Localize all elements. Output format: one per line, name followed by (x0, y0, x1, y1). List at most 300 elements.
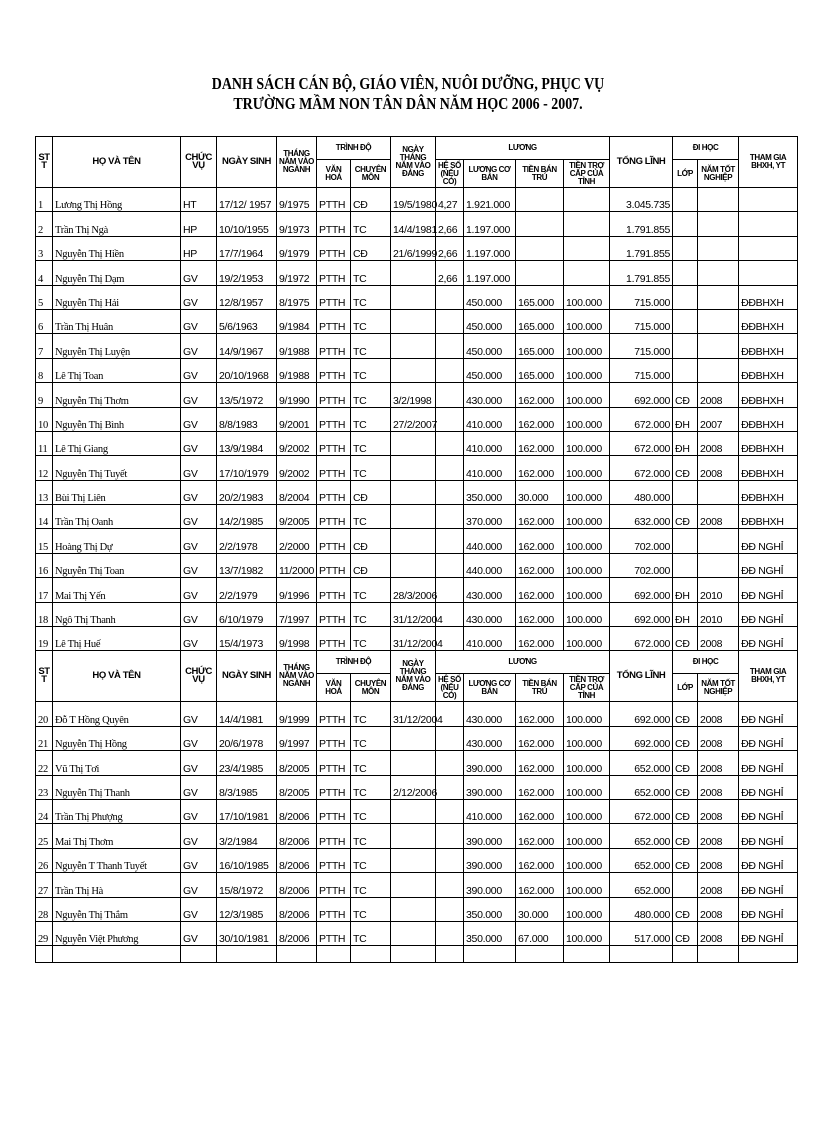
cell-stt: 7 (36, 334, 53, 358)
column-header-tong-linh: TỔNG LĨNH (610, 137, 673, 188)
cell-bhxh: ĐĐBHXH (739, 334, 798, 358)
cell-cv: GV (181, 897, 217, 921)
cell-ban-tru: 162.000 (516, 431, 564, 455)
table-row (36, 602, 798, 626)
column-header-ngay-sinh: NGÀY SINH (217, 137, 277, 188)
cell-co-ban: 430.000 (464, 383, 516, 407)
column-header-stt: ST T (36, 137, 53, 188)
cell-stt: 15 (36, 529, 53, 553)
cell-chuyen-mon: TC (351, 309, 391, 333)
cell-tong: 692.000 (610, 702, 673, 726)
cell-cv: GV (181, 921, 217, 945)
cell-chuyen-mon: TC (351, 848, 391, 872)
cell-chuyen-mon: TC (351, 431, 391, 455)
cell-tong: 632.000 (610, 505, 673, 529)
header-row (36, 651, 798, 674)
cell-dob: 17/10/1981 (217, 799, 277, 823)
column-header-tien-tro-cap: TIỀN TRỢ CẤP CỦA TỈNH (564, 160, 610, 188)
cell-chuyen-mon: TC (351, 505, 391, 529)
cell-cv: GV (181, 775, 217, 799)
cell-he-so (436, 848, 464, 872)
cell-co-ban: 440.000 (464, 553, 516, 577)
cell-vao-nganh: 8/2005 (277, 775, 317, 799)
cell-cv: GV (181, 627, 217, 651)
cell-tong: 672.000 (610, 456, 673, 480)
empty-cell (217, 946, 277, 963)
cell-chuyen-mon: CĐ (351, 553, 391, 577)
cell-van-hoa: PTTH (317, 261, 351, 285)
cell-vao-dang (391, 431, 436, 455)
cell-chuyen-mon: TC (351, 578, 391, 602)
cell-dob: 5/6/1963 (217, 309, 277, 333)
column-header-luong-co-ban: LƯƠNG CƠ BẢN (464, 674, 516, 702)
cell-dob: 23/4/1985 (217, 751, 277, 775)
table-row (36, 383, 798, 407)
cell-vao-nganh: 8/2006 (277, 873, 317, 897)
cell-nam-tn: 2008 (698, 897, 739, 921)
cell-bhxh: ĐĐ NGHỈ (739, 873, 798, 897)
cell-nam-tn: 2008 (698, 456, 739, 480)
cell-bhxh (739, 261, 798, 285)
cell-nam-tn: 2008 (698, 431, 739, 455)
cell-tro-cap: 100.000 (564, 602, 610, 626)
cell-bhxh: ĐĐ NGHỈ (739, 848, 798, 872)
cell-tong: 692.000 (610, 578, 673, 602)
cell-name: Nguyễn Thị Thơm (53, 383, 181, 407)
cell-cv: GV (181, 431, 217, 455)
cell-bhxh: ĐĐ NGHỈ (739, 578, 798, 602)
cell-stt: 23 (36, 775, 53, 799)
cell-nam-tn: 2008 (698, 873, 739, 897)
cell-nam-tn: 2007 (698, 407, 739, 431)
cell-ban-tru: 162.000 (516, 848, 564, 872)
cell-vao-dang (391, 799, 436, 823)
cell-stt: 18 (36, 602, 53, 626)
cell-ban-tru: 165.000 (516, 309, 564, 333)
cell-vao-nganh: 9/1997 (277, 726, 317, 750)
cell-chuyen-mon: CĐ (351, 480, 391, 504)
cell-he-so (436, 383, 464, 407)
cell-vao-nganh: 9/1996 (277, 578, 317, 602)
cell-stt: 29 (36, 921, 53, 945)
cell-tro-cap: 100.000 (564, 897, 610, 921)
cell-nam-tn: 2008 (698, 824, 739, 848)
cell-ban-tru: 165.000 (516, 334, 564, 358)
cell-cv: GV (181, 309, 217, 333)
cell-ban-tru: 162.000 (516, 553, 564, 577)
cell-vao-dang: 31/12/2004 (391, 627, 436, 651)
cell-co-ban: 350.000 (464, 480, 516, 504)
cell-bhxh: ĐĐ NGHỈ (739, 627, 798, 651)
cell-vao-nganh: 9/1972 (277, 261, 317, 285)
cell-lop (673, 212, 698, 236)
cell-lop: ĐH (673, 578, 698, 602)
cell-dob: 12/8/1957 (217, 285, 277, 309)
cell-he-so (436, 553, 464, 577)
cell-van-hoa: PTTH (317, 456, 351, 480)
cell-vao-dang (391, 726, 436, 750)
cell-tro-cap: 100.000 (564, 553, 610, 577)
cell-stt: 19 (36, 627, 53, 651)
cell-vao-nganh: 9/2001 (277, 407, 317, 431)
cell-chuyen-mon: TC (351, 383, 391, 407)
cell-name: Trần Thị Ngà (53, 212, 181, 236)
column-header-stt: ST T (36, 651, 53, 702)
table-row (36, 505, 798, 529)
cell-chuyen-mon: TC (351, 726, 391, 750)
cell-van-hoa: PTTH (317, 848, 351, 872)
cell-tro-cap: 100.000 (564, 578, 610, 602)
cell-van-hoa: PTTH (317, 309, 351, 333)
cell-vao-dang: 14/4/1981 (391, 212, 436, 236)
cell-dob: 14/4/1981 (217, 702, 277, 726)
empty-cell (53, 946, 181, 963)
cell-van-hoa: PTTH (317, 212, 351, 236)
cell-co-ban: 430.000 (464, 726, 516, 750)
cell-van-hoa: PTTH (317, 702, 351, 726)
cell-he-so (436, 529, 464, 553)
cell-stt: 2 (36, 212, 53, 236)
cell-name: Trần Thị Oanh (53, 505, 181, 529)
cell-co-ban: 450.000 (464, 285, 516, 309)
cell-cv: GV (181, 873, 217, 897)
cell-bhxh: ĐĐBHXH (739, 456, 798, 480)
cell-name: Nguyễn Thị Hồng (53, 726, 181, 750)
cell-lop: CĐ (673, 456, 698, 480)
cell-co-ban: 390.000 (464, 848, 516, 872)
cell-chuyen-mon: TC (351, 627, 391, 651)
table-row (36, 775, 798, 799)
cell-ban-tru: 162.000 (516, 873, 564, 897)
cell-vao-nganh: 8/1975 (277, 285, 317, 309)
cell-lop: CĐ (673, 383, 698, 407)
cell-lop: ĐH (673, 602, 698, 626)
empty-cell (464, 946, 516, 963)
table-row (36, 751, 798, 775)
column-header-he-so: HỆ SỐ (NẾU CÓ) (436, 674, 464, 702)
cell-stt: 9 (36, 383, 53, 407)
staff-table (35, 136, 798, 963)
empty-cell (739, 946, 798, 963)
table-row (36, 358, 798, 382)
cell-co-ban: 450.000 (464, 358, 516, 382)
cell-cv: GV (181, 383, 217, 407)
cell-lop (673, 309, 698, 333)
empty-cell (436, 946, 464, 963)
cell-name: Nguyễn Thị Bình (53, 407, 181, 431)
cell-tong: 517.000 (610, 921, 673, 945)
cell-van-hoa: PTTH (317, 602, 351, 626)
cell-bhxh: ĐĐ NGHỈ (739, 897, 798, 921)
cell-stt: 28 (36, 897, 53, 921)
cell-cv: GV (181, 553, 217, 577)
cell-ban-tru (516, 236, 564, 260)
cell-vao-nganh: 9/1990 (277, 383, 317, 407)
cell-dob: 8/3/1985 (217, 775, 277, 799)
cell-stt: 25 (36, 824, 53, 848)
empty-cell (673, 946, 698, 963)
empty-cell (351, 946, 391, 963)
cell-vao-dang: 3/2/1998 (391, 383, 436, 407)
cell-vao-dang (391, 358, 436, 382)
cell-van-hoa: PTTH (317, 578, 351, 602)
column-header-luong: LƯƠNG (436, 651, 610, 674)
cell-tro-cap: 100.000 (564, 456, 610, 480)
cell-chuyen-mon: TC (351, 358, 391, 382)
empty-cell (391, 946, 436, 963)
cell-lop (673, 188, 698, 212)
cell-ban-tru: 162.000 (516, 627, 564, 651)
header-row (36, 137, 798, 160)
column-header-tong-linh: TỔNG LĨNH (610, 651, 673, 702)
cell-cv: GV (181, 334, 217, 358)
cell-tong: 692.000 (610, 383, 673, 407)
cell-cv: GV (181, 602, 217, 626)
cell-stt: 24 (36, 799, 53, 823)
cell-he-so (436, 873, 464, 897)
cell-stt: 22 (36, 751, 53, 775)
cell-lop: CĐ (673, 897, 698, 921)
cell-vao-dang (391, 921, 436, 945)
cell-lop (673, 529, 698, 553)
cell-he-so (436, 309, 464, 333)
table-row (36, 188, 798, 212)
cell-stt: 14 (36, 505, 53, 529)
cell-bhxh: ĐĐ NGHỈ (739, 702, 798, 726)
cell-dob: 8/8/1983 (217, 407, 277, 431)
cell-tro-cap: 100.000 (564, 799, 610, 823)
table-row (36, 431, 798, 455)
cell-tro-cap: 100.000 (564, 285, 610, 309)
cell-lop (673, 261, 698, 285)
cell-cv: GV (181, 407, 217, 431)
cell-tro-cap: 100.000 (564, 824, 610, 848)
cell-lop: CĐ (673, 824, 698, 848)
cell-cv: GV (181, 285, 217, 309)
cell-name: Mai Thị Thơm (53, 824, 181, 848)
cell-tong: 652.000 (610, 775, 673, 799)
cell-tong: 1.791.855 (610, 261, 673, 285)
cell-vao-dang (391, 897, 436, 921)
table-row (36, 456, 798, 480)
cell-ban-tru (516, 261, 564, 285)
cell-cv: GV (181, 726, 217, 750)
cell-he-so (436, 775, 464, 799)
cell-stt: 4 (36, 261, 53, 285)
table-row (36, 726, 798, 750)
cell-vao-nganh: 9/2002 (277, 456, 317, 480)
cell-ban-tru: 162.000 (516, 529, 564, 553)
cell-tro-cap: 100.000 (564, 309, 610, 333)
column-header-trinh-do: TRÌNH ĐỘ (317, 651, 391, 674)
cell-stt: 13 (36, 480, 53, 504)
cell-name: Trần Thị Huân (53, 309, 181, 333)
cell-van-hoa: PTTH (317, 358, 351, 382)
cell-lop (673, 334, 698, 358)
cell-nam-tn (698, 358, 739, 382)
cell-vao-nganh: 8/2006 (277, 848, 317, 872)
cell-bhxh: ĐĐ NGHỈ (739, 726, 798, 750)
cell-stt: 11 (36, 431, 53, 455)
cell-tong: 1.791.855 (610, 236, 673, 260)
cell-stt: 3 (36, 236, 53, 260)
cell-tro-cap: 100.000 (564, 848, 610, 872)
cell-tro-cap: 100.000 (564, 505, 610, 529)
cell-van-hoa: PTTH (317, 553, 351, 577)
column-header-chuc-vu: CHỨC VỤ (181, 137, 217, 188)
table-row (36, 480, 798, 504)
column-header-he-so: HỆ SỐ (NẾU CÓ) (436, 160, 464, 188)
column-header-thang-nam-vao-nganh: THÁNG NĂM VÀO NGÀNH (277, 137, 317, 188)
cell-dob: 15/4/1973 (217, 627, 277, 651)
column-header-di-hoc: ĐI HỌC (673, 137, 739, 160)
cell-van-hoa: PTTH (317, 480, 351, 504)
table-row (36, 799, 798, 823)
cell-dob: 17/7/1964 (217, 236, 277, 260)
cell-van-hoa: PTTH (317, 505, 351, 529)
column-header-tien-ban-tru: TIỀN BÁN TRÚ (516, 160, 564, 188)
cell-vao-nganh: 9/1999 (277, 702, 317, 726)
cell-bhxh: ĐĐ NGHỈ (739, 602, 798, 626)
cell-nam-tn: 2008 (698, 848, 739, 872)
cell-nam-tn (698, 529, 739, 553)
cell-van-hoa: PTTH (317, 897, 351, 921)
cell-vao-nganh: 8/2004 (277, 480, 317, 504)
cell-vao-nganh: 9/1988 (277, 334, 317, 358)
cell-van-hoa: PTTH (317, 775, 351, 799)
cell-tro-cap (564, 212, 610, 236)
cell-van-hoa: PTTH (317, 334, 351, 358)
empty-row (36, 946, 798, 963)
cell-dob: 20/6/1978 (217, 726, 277, 750)
cell-ban-tru: 162.000 (516, 602, 564, 626)
cell-name: Nguyễn Thị Toan (53, 553, 181, 577)
table-row (36, 702, 798, 726)
cell-bhxh: ĐĐBHXH (739, 407, 798, 431)
cell-vao-nganh: 8/2005 (277, 751, 317, 775)
cell-dob: 14/9/1967 (217, 334, 277, 358)
cell-dob: 30/10/1981 (217, 921, 277, 945)
cell-van-hoa: PTTH (317, 407, 351, 431)
cell-vao-nganh: 11/2000 (277, 553, 317, 577)
cell-name: Mai Thị Yến (53, 578, 181, 602)
cell-lop (673, 480, 698, 504)
cell-he-so (436, 505, 464, 529)
cell-name: Nguyễn Thị Tuyết (53, 456, 181, 480)
empty-cell (610, 946, 673, 963)
cell-name: Lê Thị Huế (53, 627, 181, 651)
cell-nam-tn: 2008 (698, 702, 739, 726)
column-header-lop: LỚP (673, 160, 698, 188)
column-header-nam-tot-nghiep: NĂM TỐT NGHIỆP (698, 674, 739, 702)
column-header-ngay-thang-nam-vao-dang: NGÀY THÁNG NĂM VÀO ĐẢNG (391, 651, 436, 702)
cell-he-so: 2,66 (436, 261, 464, 285)
cell-cv: GV (181, 578, 217, 602)
cell-vao-dang (391, 334, 436, 358)
cell-ban-tru: 162.000 (516, 775, 564, 799)
cell-tro-cap: 100.000 (564, 726, 610, 750)
cell-name: Ngô Thị Thanh (53, 602, 181, 626)
cell-co-ban: 410.000 (464, 431, 516, 455)
table-row (36, 261, 798, 285)
cell-van-hoa: PTTH (317, 236, 351, 260)
cell-tro-cap: 100.000 (564, 407, 610, 431)
cell-cv: HP (181, 212, 217, 236)
cell-name: Nguyễn Thị Hải (53, 285, 181, 309)
cell-stt: 5 (36, 285, 53, 309)
cell-vao-dang (391, 309, 436, 333)
table-row (36, 873, 798, 897)
cell-tro-cap: 100.000 (564, 921, 610, 945)
cell-vao-dang (391, 873, 436, 897)
cell-name: Trần Thị Hà (53, 873, 181, 897)
cell-ban-tru: 162.000 (516, 824, 564, 848)
column-header-lop: LỚP (673, 674, 698, 702)
cell-nam-tn: 2008 (698, 383, 739, 407)
cell-stt: 12 (36, 456, 53, 480)
cell-he-so (436, 456, 464, 480)
cell-cv: GV (181, 824, 217, 848)
column-header-ngay-thang-nam-vao-dang: NGÀY THÁNG NĂM VÀO ĐẢNG (391, 137, 436, 188)
cell-stt: 16 (36, 553, 53, 577)
cell-co-ban: 430.000 (464, 578, 516, 602)
table-row (36, 236, 798, 260)
cell-vao-dang: 19/5/1980 (391, 188, 436, 212)
cell-van-hoa: PTTH (317, 726, 351, 750)
cell-ban-tru: 162.000 (516, 702, 564, 726)
cell-tro-cap: 100.000 (564, 627, 610, 651)
cell-dob: 20/10/1968 (217, 358, 277, 382)
cell-vao-nganh: 8/2006 (277, 897, 317, 921)
cell-tong: 480.000 (610, 480, 673, 504)
cell-stt: 20 (36, 702, 53, 726)
cell-bhxh: ĐĐ NGHỈ (739, 824, 798, 848)
cell-ban-tru: 162.000 (516, 799, 564, 823)
cell-chuyen-mon: TC (351, 921, 391, 945)
cell-van-hoa: PTTH (317, 529, 351, 553)
cell-cv: GV (181, 751, 217, 775)
cell-chuyen-mon: TC (351, 456, 391, 480)
cell-tro-cap: 100.000 (564, 358, 610, 382)
document-title-line-2: TRƯỜNG MẦM NON TÂN DÂN NĂM HỌC 2006 - 2007. (233, 94, 583, 113)
cell-dob: 15/8/1972 (217, 873, 277, 897)
cell-cv: HP (181, 236, 217, 260)
cell-vao-nganh: 9/1979 (277, 236, 317, 260)
cell-nam-tn (698, 553, 739, 577)
cell-co-ban: 450.000 (464, 309, 516, 333)
cell-nam-tn: 2008 (698, 799, 739, 823)
cell-he-so (436, 799, 464, 823)
cell-name: Vũ Thị Tơi (53, 751, 181, 775)
cell-lop: CĐ (673, 921, 698, 945)
cell-name: Nguyễn Việt Phương (53, 921, 181, 945)
column-header-ho-va-ten: HỌ VÀ TÊN (53, 651, 181, 702)
cell-cv: GV (181, 456, 217, 480)
cell-nam-tn (698, 188, 739, 212)
cell-vao-dang (391, 480, 436, 504)
cell-vao-nganh: 9/2002 (277, 431, 317, 455)
cell-tong: 702.000 (610, 529, 673, 553)
cell-lop: CĐ (673, 848, 698, 872)
cell-tong: 692.000 (610, 726, 673, 750)
cell-co-ban: 450.000 (464, 334, 516, 358)
column-header-tien-ban-tru: TIỀN BÁN TRÚ (516, 674, 564, 702)
cell-dob: 12/3/1985 (217, 897, 277, 921)
cell-cv: GV (181, 480, 217, 504)
cell-cv: GV (181, 799, 217, 823)
cell-cv: GV (181, 505, 217, 529)
column-header-chuyen-mon: CHUYÊN MÔN (351, 674, 391, 702)
